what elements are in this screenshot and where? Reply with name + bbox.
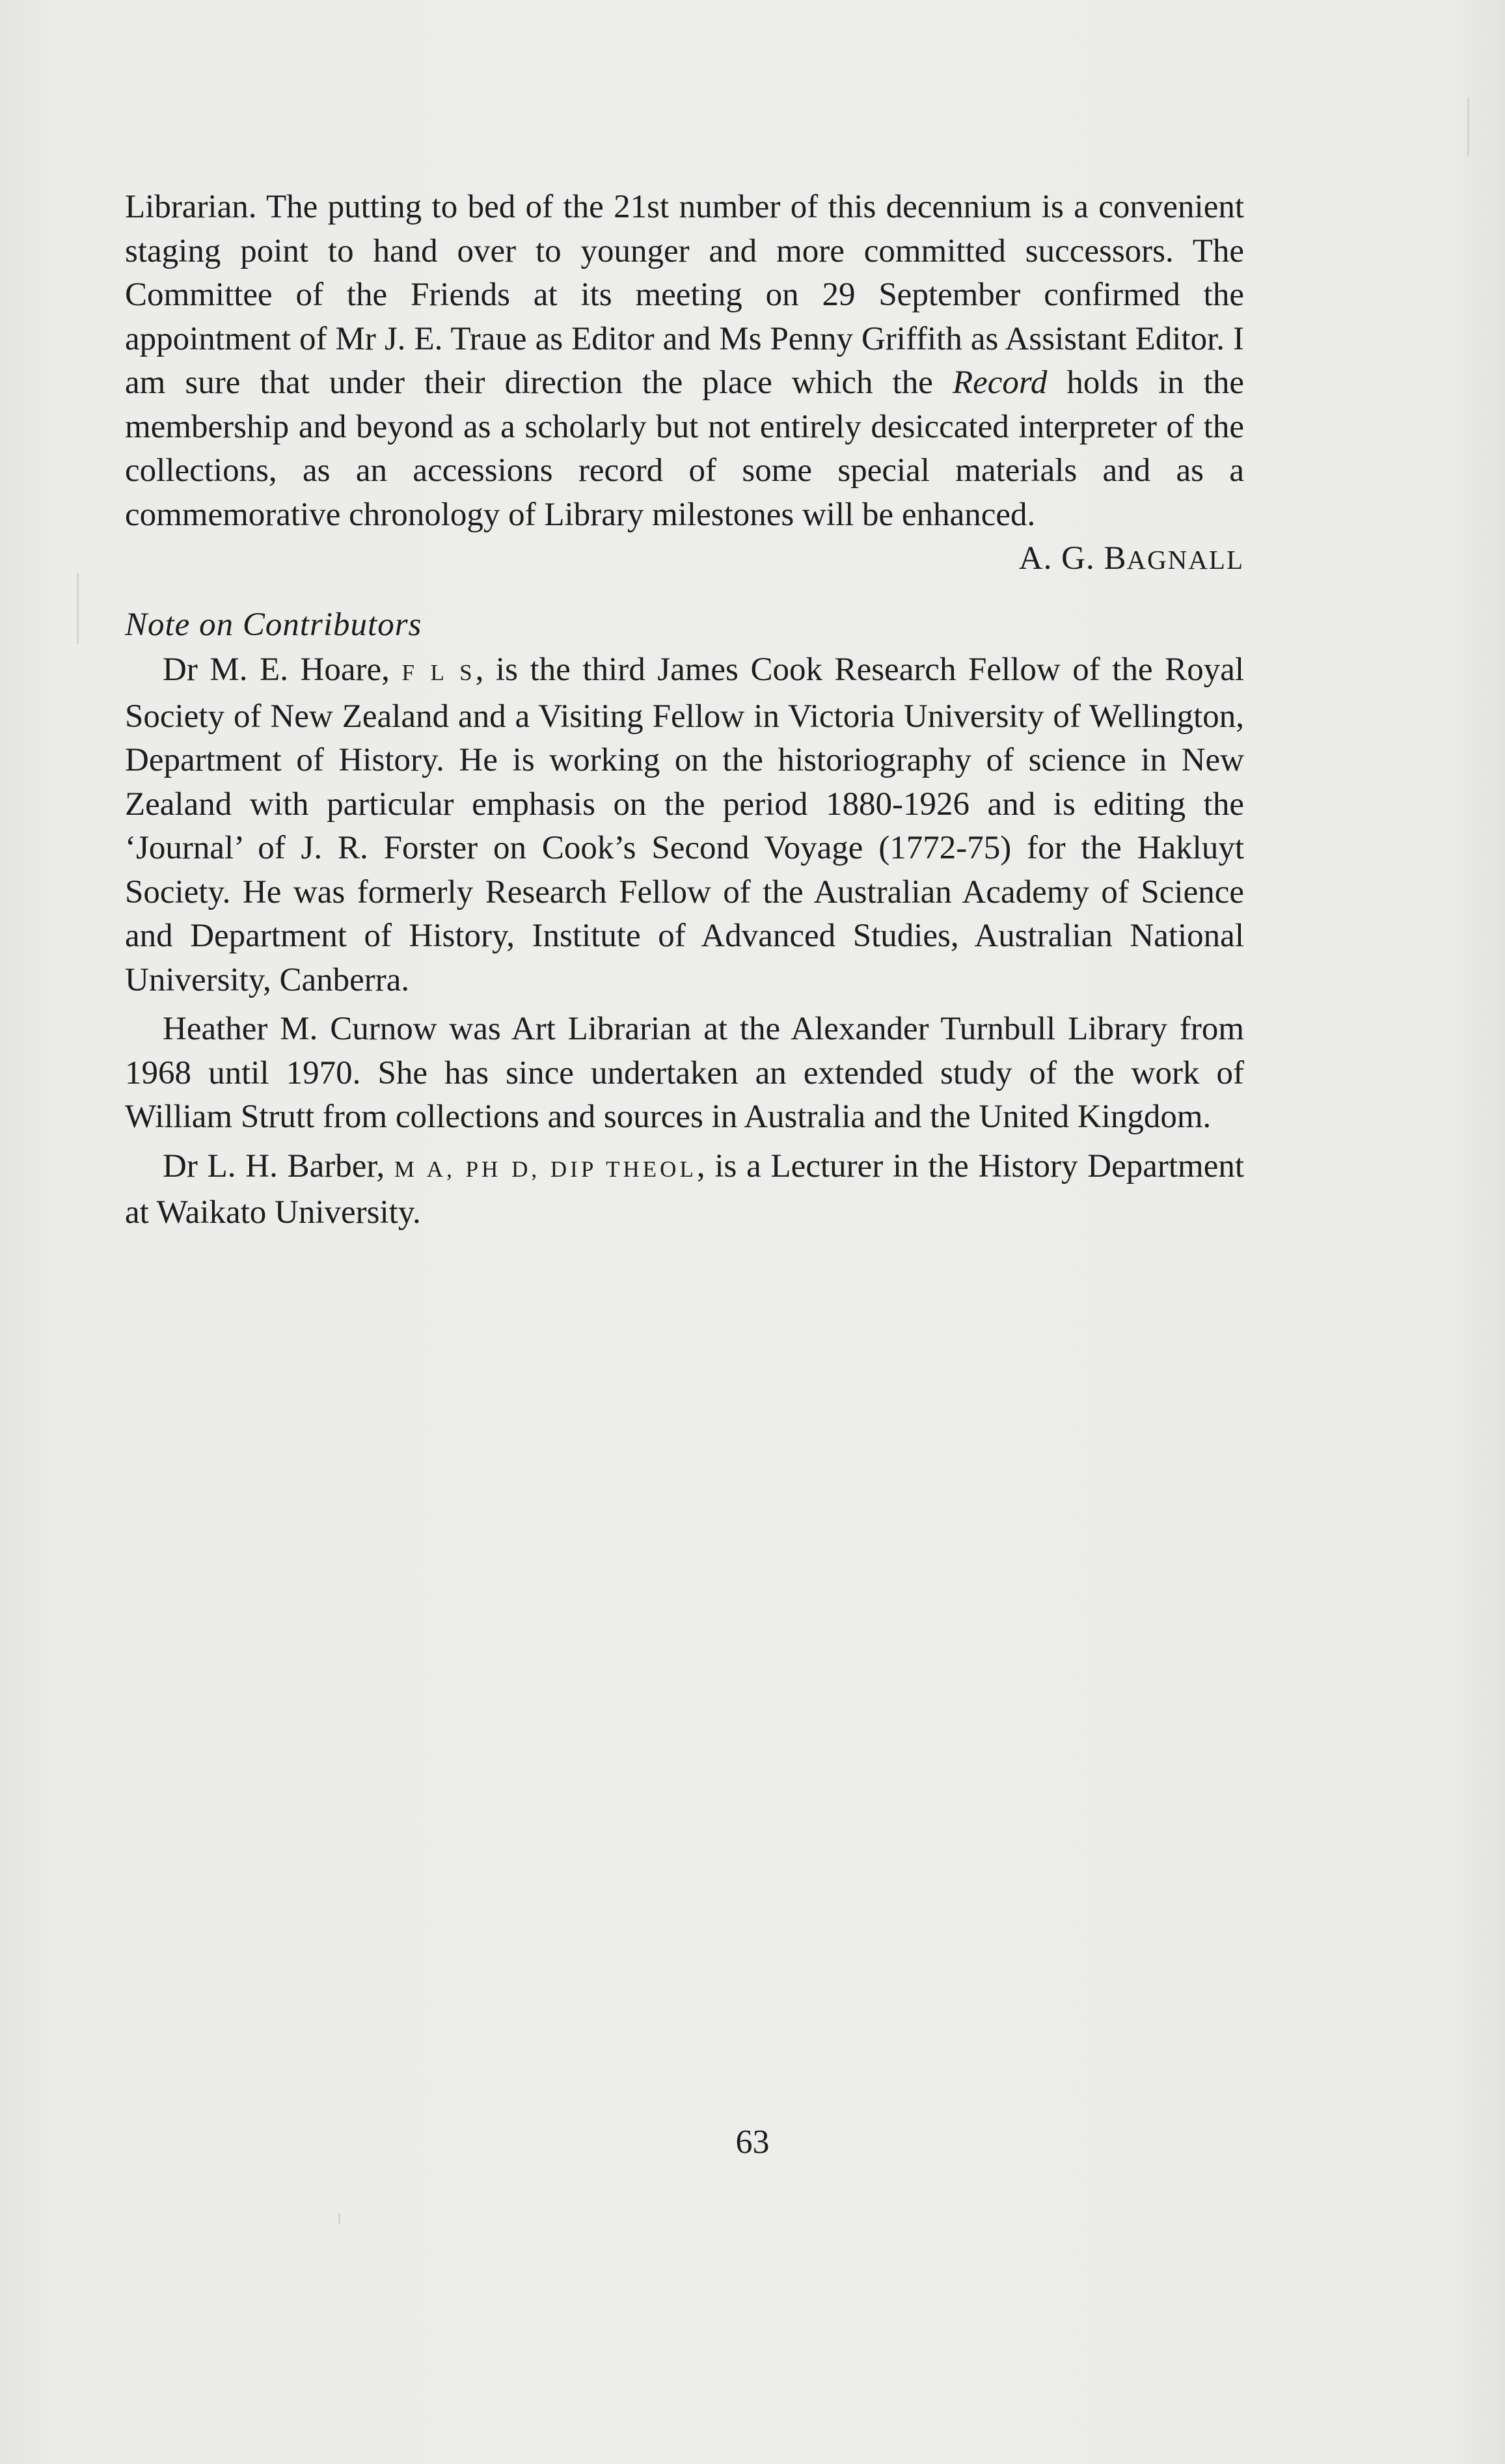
paragraph-text: holds in the membership and beyond as a scholarly but not entirely desiccated interpreter of the collections, as an accessions record of some special materials and as a commemorative chronology of Library milestones will be enhanced.	[125, 364, 1244, 533]
signature-surname: AGNALL	[1126, 545, 1244, 575]
bleed-through-mark	[338, 2213, 340, 2224]
section-heading: Note on Contributors	[125, 606, 422, 643]
contributor-note	[125, 1007, 1244, 1140]
body-text	[125, 185, 1244, 1235]
bleed-through-mark	[1467, 98, 1469, 156]
contributor-bio: , is the third James Cook Research Fellow of the Royal Society of New Zealand and a Visiting Fellow in Victoria University of Wellington, Department of History. He is working on the historiography of science in New Zealand with particular emphasis on the period 1880-1926 and is editing the ‘Journal’ of J. R. Forster on Cook’s Second Voyage (1772-75) for the Hakluyt Society. He was formerly Research Fellow of the Australian Academy of Science and Department of History, Institute of Advanced Studies, Australian National University, Canberra.	[125, 651, 1244, 998]
contributor-note	[125, 648, 1244, 1002]
journal-title: Record	[952, 364, 1048, 401]
contributor-name: Dr M. E. Hoare,	[163, 651, 402, 688]
author-signature	[125, 537, 1244, 582]
signature-initials: A. G. B	[1018, 540, 1127, 577]
contributor-bio: Heather M. Curnow was Art Librarian at the Alexander Turnbull Library from 1968 until 1970. She has since undertaken an extended study of the work of William Strutt from collections and sources in Australia and the United Kingdom.	[125, 1011, 1244, 1135]
contributor-note	[125, 1145, 1244, 1235]
editorial-paragraph	[125, 185, 1244, 537]
contributor-degrees: F L S	[401, 660, 476, 685]
page-number: 63	[735, 2124, 770, 2161]
bleed-through-mark	[77, 573, 79, 644]
contributor-name: Dr L. H. Barber,	[163, 1147, 394, 1184]
contributor-bio: , is a Lecturer in the History Department at Waikato University.	[125, 1147, 1245, 1231]
contributor-degrees: M A, PH D, DIP THEOL	[394, 1156, 697, 1182]
paragraph-text: Librarian. The putting to bed of the 21st number of this decennium is a convenient staging point to hand over to younger and more committed successors. The Committee of the Friends at its meeting on 29 September confirmed the appointment of Mr J. E. Traue as Editor and Ms Penny Griffith as Assistant Editor. I am sure that under their direction the place which the	[125, 189, 1244, 401]
